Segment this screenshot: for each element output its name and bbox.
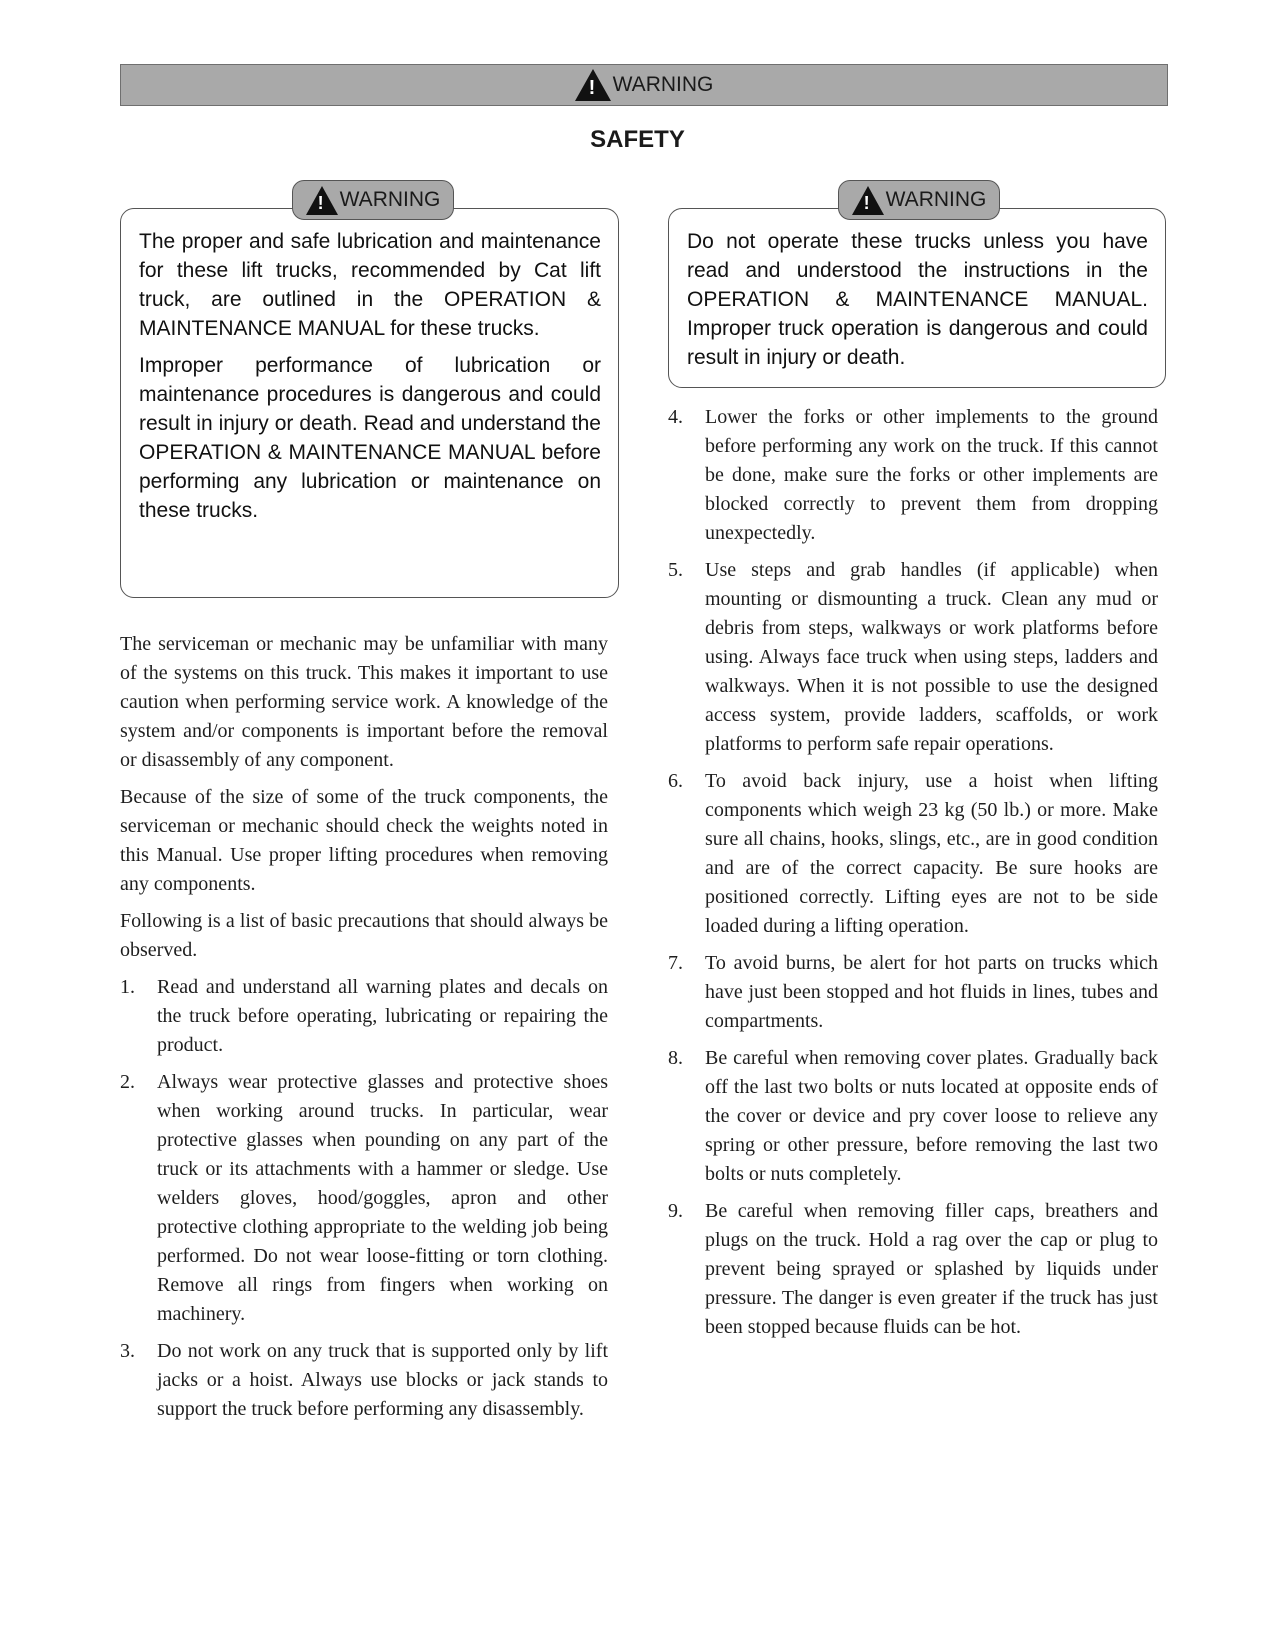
item-number: 2.: [120, 1071, 135, 1093]
warning-tag: [838, 180, 1000, 220]
item-text: Be careful when removing filler caps, breathers and plugs on the truck. Hold a rag over the cap or plug to prevent being sprayed or splashed by liquids under pressure. The danger is even greater if the truck has just been stopped because fluids can be hot.: [705, 1200, 1158, 1338]
item-text: Always wear protective glasses and protective shoes when working around trucks. In particular, wear protective glasses when pounding on any part of the truck or its attachments with a hammer or sledge. Use welders gloves, hood/goggles, apron and other protective clothing appropriate to the welding job being performed. Do not wear loose-fitting or torn clothing. Remove all rings from fingers when working on machinery.: [157, 1071, 608, 1325]
item-text: Read and understand all warning plates and decals on the truck before operating, lubricating or repairing the product.: [157, 976, 608, 1056]
item-number: 4.: [668, 406, 683, 428]
item-text: Do not work on any truck that is supported only by lift jacks or a hoist. Always use blocks or jack stands to support the truck before performing any disassembly.: [157, 1340, 608, 1420]
intro-paragraph: The serviceman or mechanic may be unfamiliar with many of the systems on this truck. This makes it important to use caution when performing service work. A knowledge of the system and/or components is important before the removal or disassembly of any component.: [120, 633, 608, 771]
warning-box-lubrication: [120, 208, 619, 598]
list-item: [120, 1337, 608, 1424]
right-column: [668, 403, 1158, 1350]
list-item: [668, 403, 1158, 548]
item-number: 1.: [120, 976, 135, 998]
item-text: To avoid burns, be alert for hot parts on trucks which have just been stopped and hot fluids in lines, tubes and compartments.: [705, 952, 1158, 1032]
list-item: [668, 1044, 1158, 1189]
item-text: Lower the forks or other implements to the ground before performing any work on the truck. If this cannot be done, make sure the forks or other implements are blocked correctly to prevent them from dropping unexpectedly.: [705, 406, 1158, 544]
list-item: [668, 767, 1158, 941]
item-number: 9.: [668, 1200, 683, 1222]
precautions-list: [120, 973, 608, 1424]
warning-tag: [292, 180, 454, 220]
warning-text: Do not operate these trucks unless you have read and understood the instructions in the OPERATION & MAINTENANCE MANUAL. Improper truck operation is dangerous and could result in injury or death.: [687, 230, 1148, 369]
list-item: [668, 1197, 1158, 1342]
intro-paragraph: Following is a list of basic precautions that should always be observed.: [120, 910, 608, 961]
warning-triangle-icon: [852, 186, 884, 215]
item-number: 3.: [120, 1340, 135, 1362]
item-text: Use steps and grab handles (if applicable) when mounting or dismounting a truck. Clean any mud or debris from steps, walkways or work platforms before using. Always face truck when using steps, ladders and walkways. When it is not possible to use the designed access system, provide ladders, scaffolds, or work platforms to perform safe repair operations.: [705, 559, 1158, 755]
list-item: [120, 973, 608, 1060]
precautions-list: [668, 403, 1158, 1342]
intro-paragraph: Because of the size of some of the truck components, the serviceman or mechanic should check the weights noted in this Manual. Use proper lifting procedures when removing any components.: [120, 786, 608, 895]
item-number: 7.: [668, 952, 683, 974]
warning-tag-label: WARNING: [339, 188, 441, 211]
list-item: [668, 949, 1158, 1036]
item-number: 8.: [668, 1047, 683, 1069]
warning-box-operation: [668, 208, 1166, 388]
list-item: [668, 556, 1158, 759]
list-item: [120, 1068, 608, 1329]
warning-banner: [120, 64, 1168, 106]
warning-text: The proper and safe lubrication and maintenance for these lift trucks, recommended by Cat lift truck, are outlined in the OPERATION & MAINTENANCE MANUAL for these trucks.: [139, 230, 601, 340]
item-text: To avoid back injury, use a hoist when lifting components which weigh 23 kg (50 lb.) or more. Make sure all chains, hooks, slings, etc., are in good condition and are of the correct capacity. Be sure hooks are positioned correctly. Lifting eyes are not to be side loaded during a lifting operation.: [705, 770, 1158, 937]
item-number: 5.: [668, 559, 683, 581]
item-text: Be careful when removing cover plates. Gradually back off the last two bolts or nuts located at opposite ends of the cover or device and pry cover loose to relieve any spring or other pressure, before removing the last two bolts or nuts completely.: [705, 1047, 1158, 1185]
warning-triangle-icon: [575, 69, 611, 101]
left-column: [120, 630, 608, 1432]
warning-tag-label: WARNING: [885, 188, 987, 211]
warning-triangle-icon: [306, 186, 338, 215]
warning-banner-label: WARNING: [612, 73, 714, 96]
warning-text: Improper performance of lubrication or maintenance procedures is dangerous and could result in injury or death. Read and understand the OPERATION & MAINTENANCE MANUAL before performing any lubrication or maintenance on these trucks.: [139, 354, 601, 522]
item-number: 6.: [668, 770, 683, 792]
page-title: SAFETY: [590, 126, 685, 153]
